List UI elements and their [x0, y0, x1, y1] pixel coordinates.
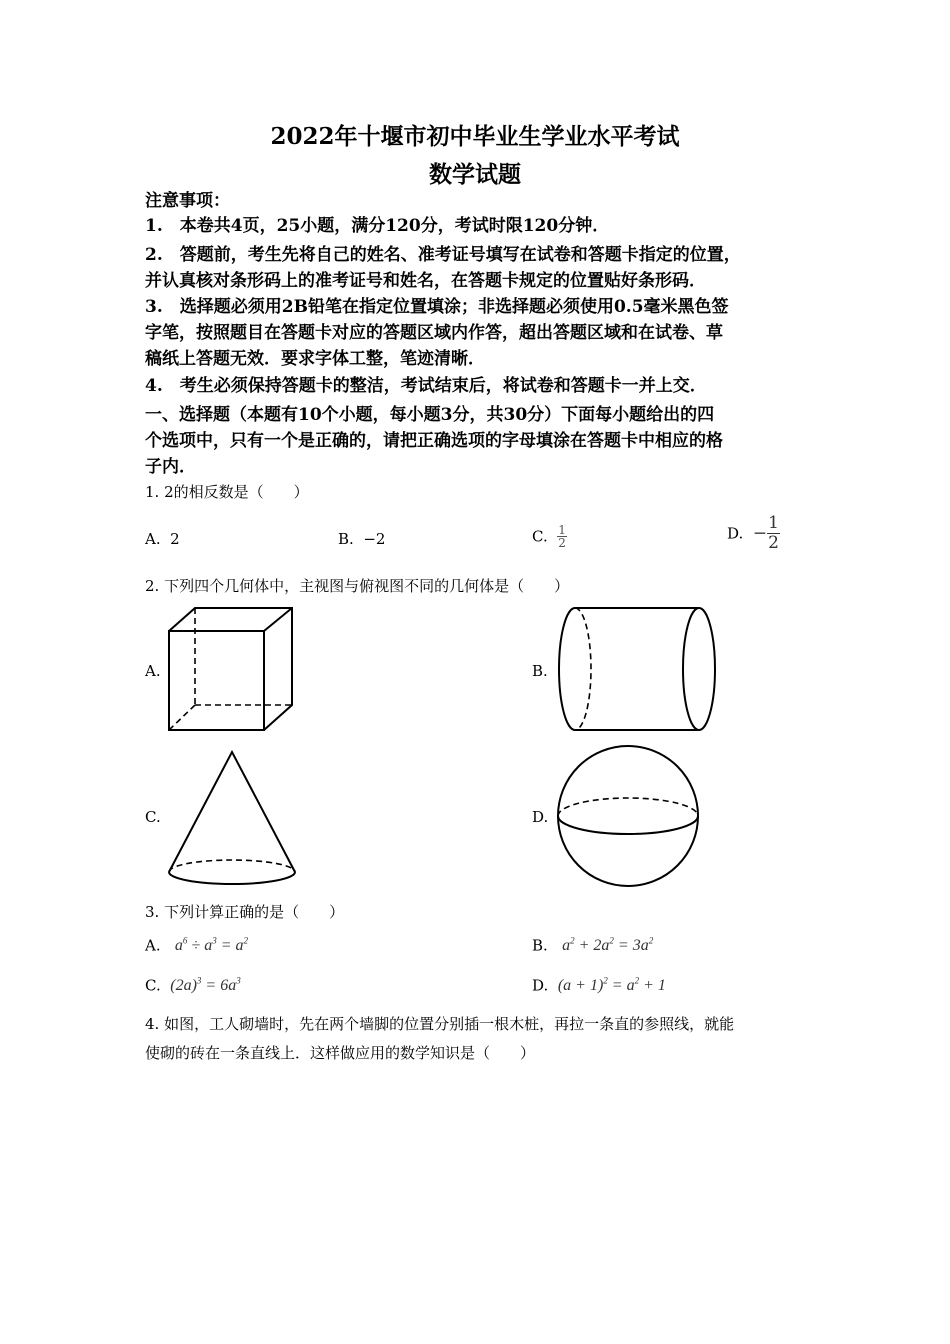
sphere-figure	[555, 745, 703, 890]
question-2-stem: 2. 下列四个几何体中，主视图与俯视图不同的几何体是（ ）	[145, 577, 570, 595]
q1-option-b: B. −2	[338, 530, 386, 548]
notice-item: 2. 答题前，考生先将自己的姓名、准考证号填写在试卷和答题卡指定的位置，	[145, 245, 741, 265]
notice-item: 3. 选择题必须用2B铅笔在指定位置填涂；非选择题必须使用0.5毫米黑色签	[145, 297, 729, 317]
q1-option-a: A. 2	[145, 530, 180, 548]
section-heading: 子内．	[145, 457, 196, 477]
section-heading: 一、选择题（本题有10个小题，每小题3分，共30分）下面每小题给出的四	[145, 405, 715, 425]
notice-item: 稿纸上答题无效．要求字体工整，笔迹清晰．	[145, 349, 485, 369]
question-3-stem: 3. 下列计算正确的是（ ）	[145, 903, 345, 921]
page-subtitle: 数学试题	[429, 161, 521, 188]
fraction: $\frac{1}{2}$	[558, 523, 566, 550]
q3-option-d: D. $(a + 1)^2 = a^2 + 1$	[532, 976, 666, 995]
notice-heading: 注意事项：	[145, 191, 230, 211]
notice-item: 字笔，按照题目在答题卡对应的答题区域内作答，超出答题区域和在试卷、草	[145, 323, 723, 343]
q1-option-c: C. $\frac{1}{2}$	[532, 523, 566, 550]
q3-option-c: C. $(2a)^3 = 6a^3$	[145, 976, 241, 995]
notice-item: 4. 考生必须保持答题卡的整洁，考试结束后，将试卷和答题卡一并上交．	[145, 376, 707, 396]
section-heading: 个选项中，只有一个是正确的，请把正确选项的字母填涂在答题卡中相应的格	[145, 431, 723, 451]
q2-option-d-label: D.	[532, 808, 549, 826]
cylinder-figure	[555, 605, 719, 733]
cone-figure	[165, 748, 300, 888]
q2-option-b-label: B.	[532, 662, 548, 680]
q3-option-b: B. $a^2 + 2a^2 = 3a^2$	[532, 936, 654, 955]
page-title: 2022年十堰市初中毕业生学业水平考试	[270, 123, 680, 150]
notice-item: 1. 本卷共4页，25小题，满分120分，考试时限120分钟．	[145, 216, 610, 236]
q1-option-d: D. − $\frac{1}{2}$	[727, 513, 779, 553]
q3-option-a: A. $a^6 \div a^3 = a^2$	[145, 936, 248, 955]
notice-item: 并认真核对条形码上的准考证号和姓名，在答题卡规定的位置贴好条形码．	[145, 271, 706, 291]
fraction: $\frac{1}{2}$	[768, 513, 779, 553]
q2-option-a-label: A.	[145, 662, 161, 680]
question-4-stem: 4. 如图，工人砌墙时，先在两个墙脚的位置分别插一根木桩，再拉一条直的参照线，就能	[145, 1015, 735, 1033]
cube-figure	[165, 605, 297, 733]
question-1-stem: 1. 2的相反数是（ ）	[145, 483, 309, 501]
q2-option-c-label: C.	[145, 808, 161, 826]
question-4-stem-cont: 使砌的砖在一条直线上．这样做应用的数学知识是（ ）	[145, 1044, 536, 1062]
